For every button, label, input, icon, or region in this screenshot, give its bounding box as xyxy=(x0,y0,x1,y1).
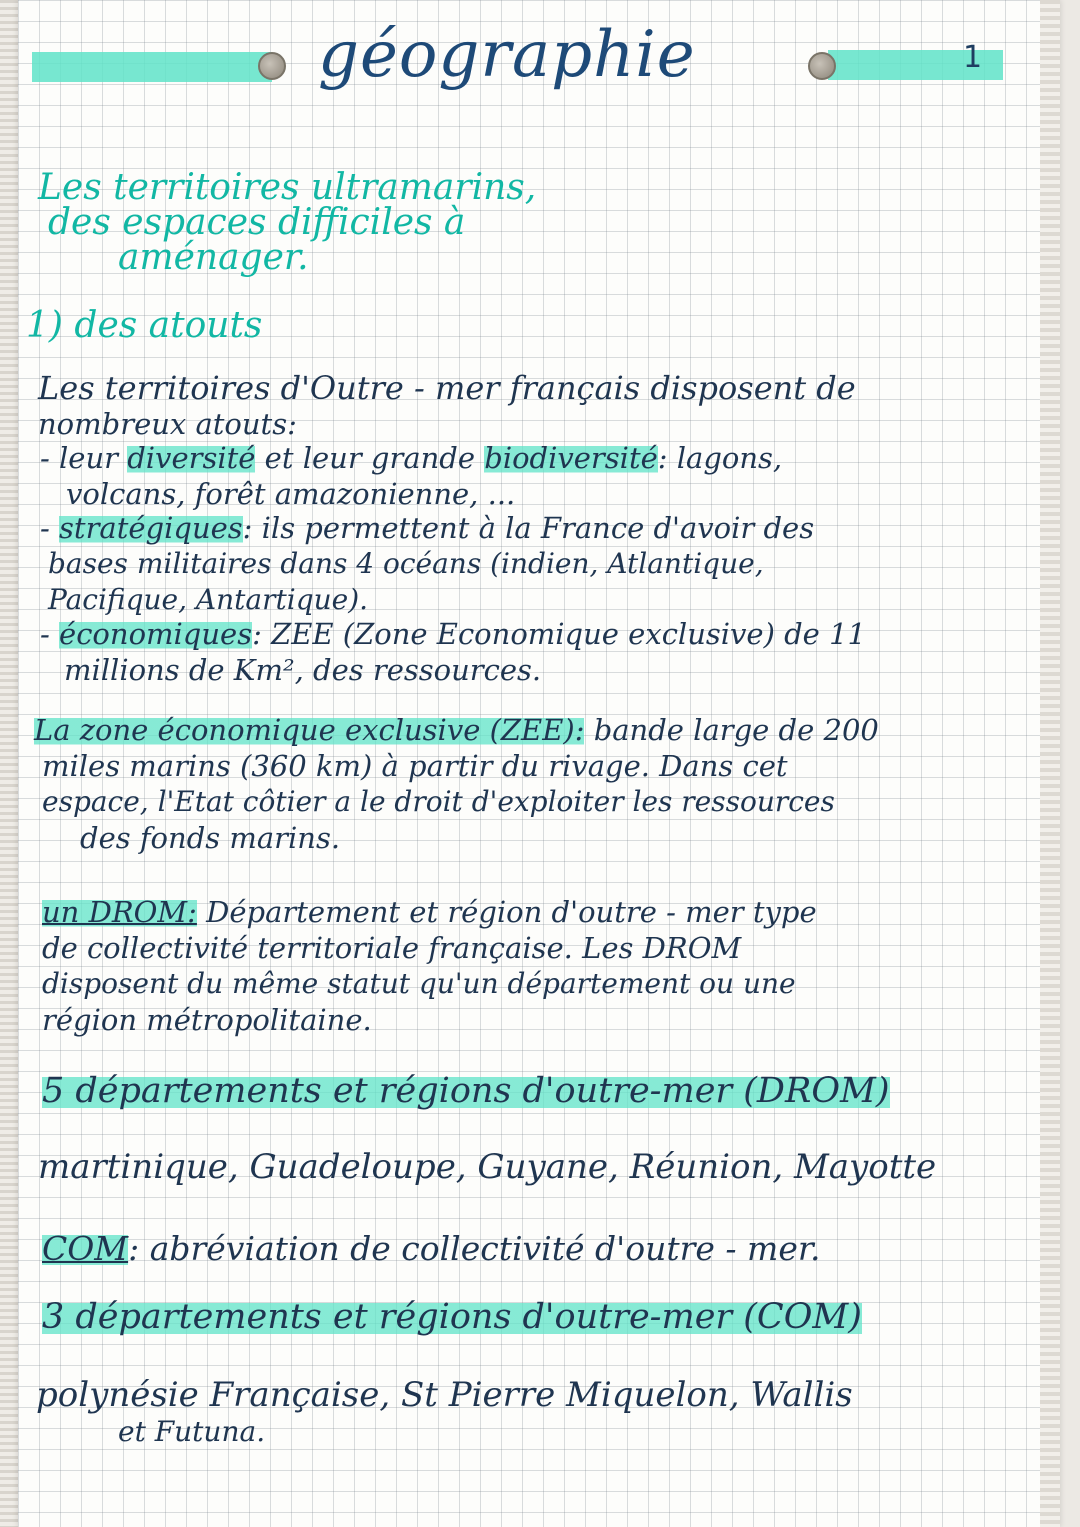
bullet-text: et leur grande xyxy=(255,441,485,475)
zee-definition-line-4: des fonds marins. xyxy=(80,821,341,855)
com-text: : abréviation de collectivité d'outre - mer. xyxy=(128,1229,821,1268)
notebook-page xyxy=(18,0,1060,1527)
com-heading-text: 3 départements et régions d'outre-mer (COM) xyxy=(42,1297,862,1337)
com-list-items-line-2: et Futuna. xyxy=(118,1415,266,1448)
zee-text: bande large de 200 xyxy=(584,713,879,747)
notebook-binding-edge xyxy=(0,0,18,1527)
bullet-economic-line-2: millions de Km², des ressources. xyxy=(64,653,542,687)
page-title: géographie xyxy=(318,18,696,92)
bullet-economic xyxy=(40,617,866,651)
com-term: COM xyxy=(42,1229,129,1268)
bullet-strategic-line-2: bases militaires dans 4 océans (indien, Atlantique, xyxy=(48,547,764,580)
com-list-items-line-1: polynésie Française, St Pierre Miquelon, Wallis xyxy=(36,1375,853,1415)
zee-definition-line-3: espace, l'Etat côtier a le droit d'exploiter les ressources xyxy=(42,785,835,818)
bullet-text: - xyxy=(40,511,60,545)
zee-definition-line-2: miles marins (360 km) à partir du rivage. Dans cet xyxy=(42,749,788,783)
bullet-text: : ils permettent à la France d'avoir des xyxy=(242,511,815,545)
drom-list-heading xyxy=(42,1071,890,1111)
bullet-biodiversity-line-2: volcans, forêt amazonienne, ... xyxy=(66,477,516,511)
highlight-strategic: stratégiques xyxy=(59,511,243,545)
highlight-biodiversity: biodiversité xyxy=(484,441,658,475)
page-perforation-edge xyxy=(1040,0,1060,1527)
drom-definition-line-4: région métropolitaine. xyxy=(42,1003,372,1037)
binder-hole-left xyxy=(258,52,286,80)
bullet-text: - leur xyxy=(40,441,128,475)
bullet-text: : lagons, xyxy=(657,441,783,475)
com-definition xyxy=(42,1229,821,1268)
drom-heading-text: 5 départements et régions d'outre-mer (DROM) xyxy=(42,1071,890,1111)
com-list-heading xyxy=(42,1297,862,1337)
zee-term: La zone économique exclusive (ZEE): xyxy=(34,713,585,747)
bullet-strategic xyxy=(40,511,815,545)
drom-text: Département et région d'outre - mer type xyxy=(196,895,817,929)
bullet-text: : ZEE (Zone Economique exclusive) de 11 xyxy=(252,617,866,651)
section-heading: 1) des atouts xyxy=(26,305,263,346)
chapter-title-line-1: Les territoires ultramarins, xyxy=(38,167,537,208)
bullet-strategic-line-3: Pacifique, Antartique). xyxy=(48,583,369,616)
drom-definition-line-2: de collectivité territoriale française. Les DROM xyxy=(42,931,742,965)
zee-definition-line-1 xyxy=(34,713,879,747)
chapter-title-line-3: aménager. xyxy=(118,237,309,278)
drom-list-items: martinique, Guadeloupe, Guyane, Réunion, Mayotte xyxy=(38,1147,937,1187)
bullet-text: - xyxy=(40,617,60,651)
highlight-economic: économiques xyxy=(59,617,253,651)
drom-definition-line-1 xyxy=(42,895,817,929)
header-highlight-left xyxy=(32,52,272,82)
highlight-diversity: diversité xyxy=(127,441,256,475)
binder-hole-right xyxy=(808,52,836,80)
chapter-title-line-2: des espaces difficiles à xyxy=(48,202,466,243)
intro-line-1: Les territoires d'Outre - mer français disposent de xyxy=(38,369,856,407)
page-number: 1 xyxy=(963,40,983,75)
drom-term: un DROM: xyxy=(42,895,197,929)
drom-definition-line-3: disposent du même statut qu'un département ou une xyxy=(42,967,796,1000)
bullet-biodiversity xyxy=(40,441,783,475)
intro-line-2: nombreux atouts: xyxy=(38,407,297,441)
